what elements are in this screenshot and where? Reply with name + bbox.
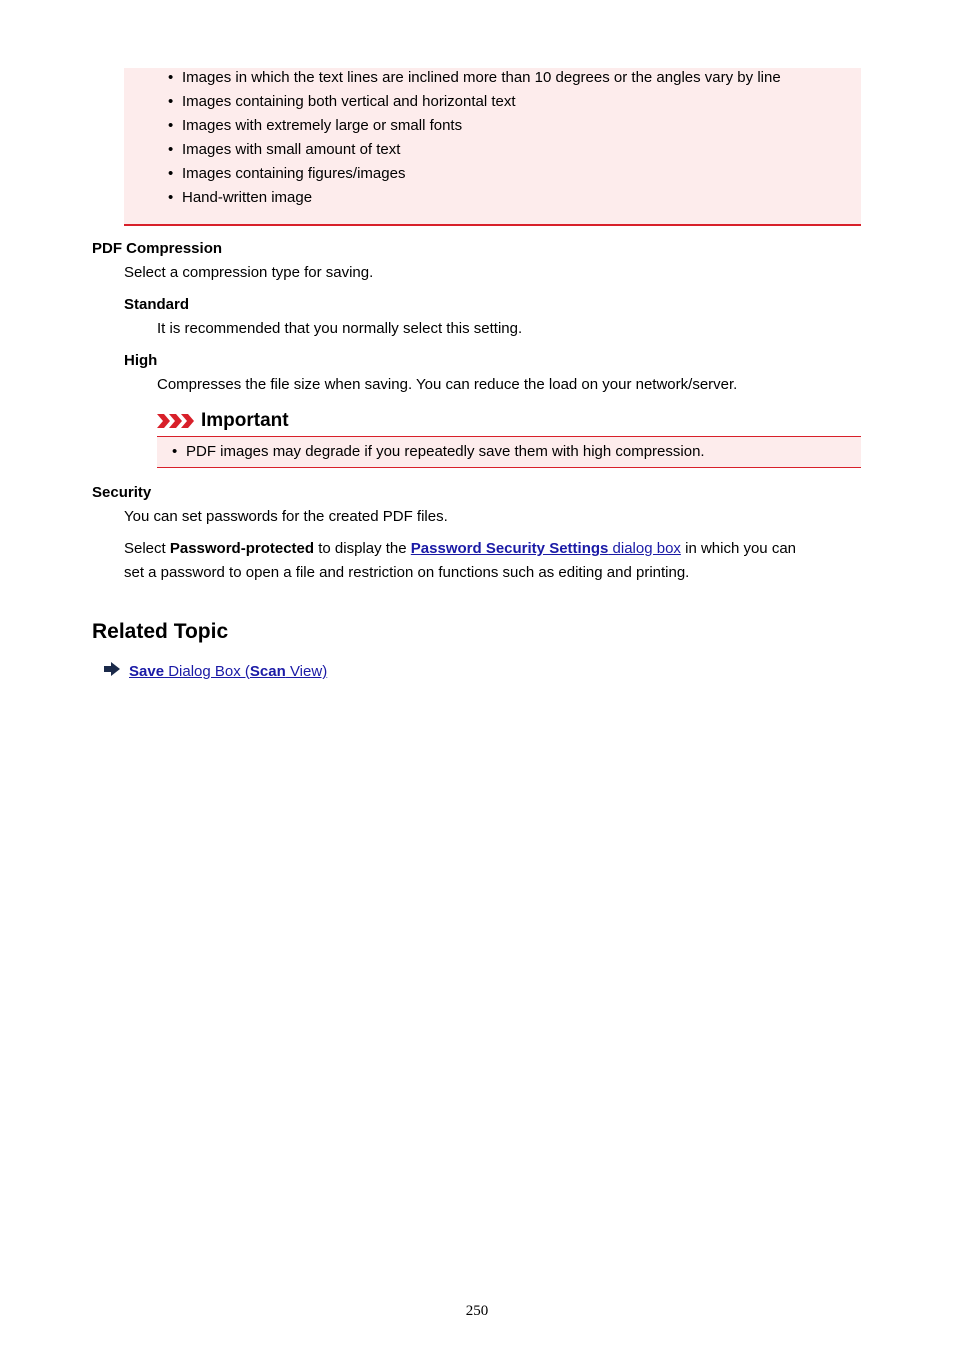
related-topic-item xyxy=(104,660,327,684)
standard-text: It is recommended that you normally select this setting. xyxy=(157,320,523,337)
link-dialog-box-text: Dialog Box ( xyxy=(164,663,250,680)
list-item: • Hand-written image xyxy=(168,186,781,210)
link-save-bold: Save xyxy=(129,663,165,680)
page-number: 250 xyxy=(465,1303,489,1319)
save-dialog-box-link[interactable] xyxy=(129,660,327,684)
related-topic-heading: Related Topic xyxy=(92,620,229,643)
list-item: • PDF images may degrade if you repeatedly save them with high compression. xyxy=(172,437,861,467)
important-box xyxy=(157,436,861,468)
pdf-compression-heading: PDF Compression xyxy=(92,240,223,257)
important-section xyxy=(157,406,861,468)
list-item: • Images with small amount of text xyxy=(168,138,781,162)
arrow-right-icon xyxy=(104,660,129,684)
list-item: • Images in which the text lines are inclined more than 10 degrees or the angles vary by line xyxy=(168,66,781,90)
important-chevrons-icon xyxy=(157,413,195,429)
security-heading: Security xyxy=(92,484,152,501)
high-heading: High xyxy=(124,352,158,369)
note-list xyxy=(168,66,781,210)
password-protected-label: Password-protected xyxy=(169,540,315,557)
link-view-text: View) xyxy=(285,663,328,680)
important-list xyxy=(172,437,861,467)
password-security-settings-link-rest: dialog box xyxy=(608,540,681,557)
standard-heading: Standard xyxy=(124,296,190,313)
password-security-settings-link-bold: Password Security Settings xyxy=(410,540,609,557)
security-description: You can set passwords for the created PDF files. xyxy=(124,508,448,525)
security-paragraph-line2: set a password to open a file and restriction on functions such as editing and printing. xyxy=(124,564,690,581)
text-select: Select xyxy=(124,540,170,557)
list-item: • Images with extremely large or small fonts xyxy=(168,114,781,138)
important-title: Important xyxy=(201,410,289,431)
password-security-settings-link[interactable] xyxy=(411,540,681,557)
list-item: • Images containing both vertical and horizontal text xyxy=(168,90,781,114)
high-text: Compresses the file size when saving. You can reduce the load on your network/server. xyxy=(157,376,738,393)
security-paragraph-line1 xyxy=(124,537,796,561)
important-header xyxy=(157,406,861,436)
pdf-compression-description: Select a compression type for saving. xyxy=(124,264,374,281)
list-item: • Images containing figures/images xyxy=(168,162,781,186)
text-to-display: to display the xyxy=(314,540,411,557)
text-in-which: in which you can xyxy=(680,540,797,557)
link-scan-bold: Scan xyxy=(249,663,286,680)
